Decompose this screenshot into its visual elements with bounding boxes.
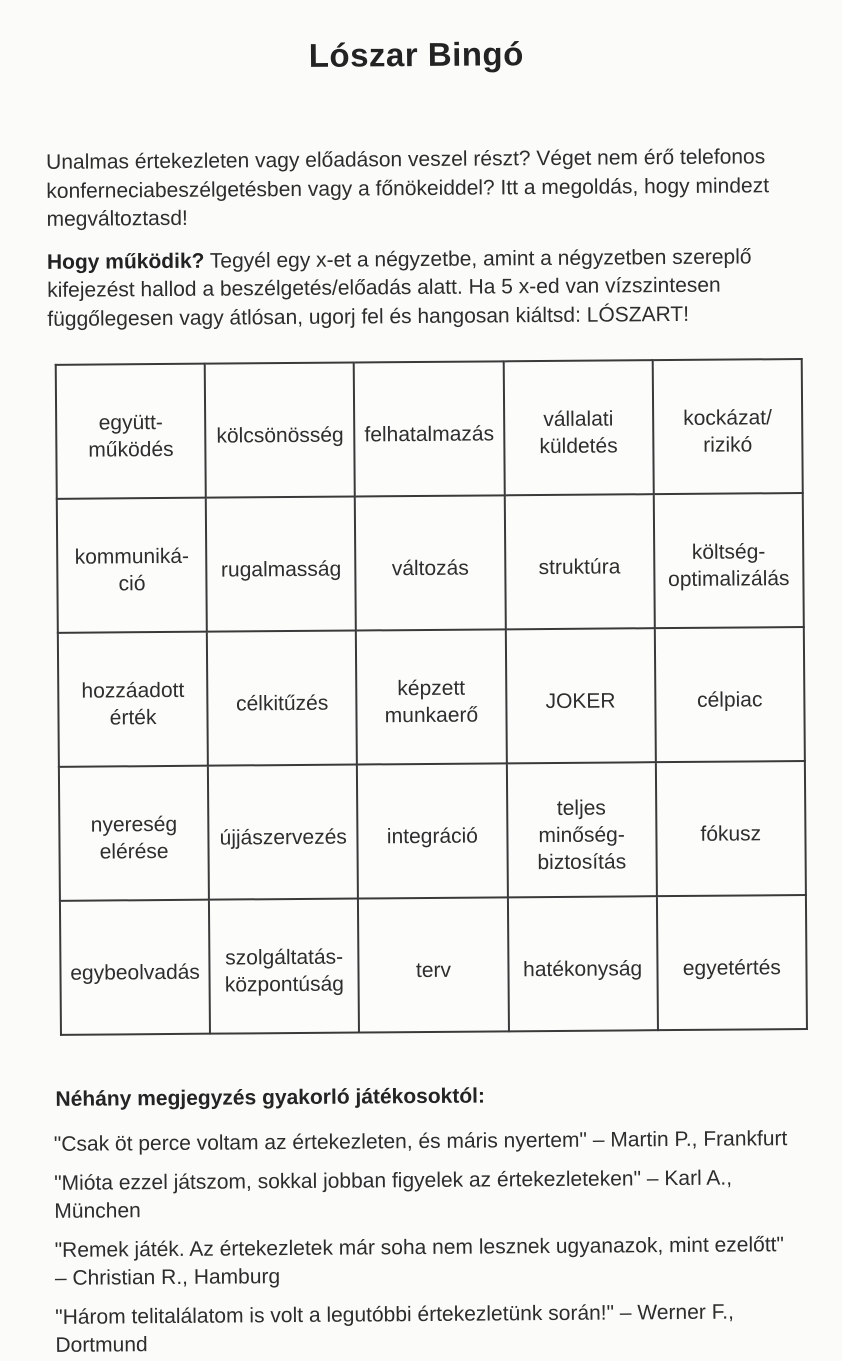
bingo-cell: nyereség elérése xyxy=(59,766,209,901)
bingo-cell: együtt- működés xyxy=(56,364,206,499)
testimonial-quote: "Remek játék. Az értekezletek már soha nem lesznek ugyanazok, mint ezelőtt" – Christian R., Hamburg xyxy=(54,1232,784,1290)
bingo-cell: vállalati küldetés xyxy=(503,360,653,495)
bingo-row-2 xyxy=(57,493,804,633)
bingo-grid xyxy=(55,358,808,1036)
bingo-cell: szolgáltatás- központúság xyxy=(209,899,359,1034)
bingo-cell: teljes minőség- biztosítás xyxy=(506,762,656,897)
bingo-row-4 xyxy=(59,761,806,901)
bingo-cell: kockázat/ rizikó xyxy=(652,359,802,494)
bingo-cell: célkitűzés xyxy=(207,631,357,766)
bingo-cell: rugalmasság xyxy=(206,497,356,632)
testimonial-quote: "Csak öt perce voltam az értekezleten, és máris nyertem" – Martin P., Frankfurt xyxy=(53,1127,788,1156)
bingo-cell: egybeolvadás xyxy=(60,900,210,1035)
bingo-cell: integráció xyxy=(357,763,507,898)
testimonials-heading: Néhány megjegyzés gyakorló játékosoktól: xyxy=(55,1084,486,1111)
how-it-works-label: Hogy működik? xyxy=(46,249,205,274)
intro-paragraph: Unalmas értekezleten vagy előadáson veszel részt? Véget nem érő telefonos konferneciabeszélgetésben vagy a főnökeiddel? Itt a megoldás, hogy mindezt megváltoztasd! xyxy=(46,145,770,231)
bingo-cell: kölcsönösség xyxy=(205,363,355,498)
how-it-works-text: Tegyél egy x-et a négyzetbe, amint a négyzetben szereplő kifejezést hallod a beszélgetés/előadás alatt. Ha 5 x-ed van vízszintesen függőlegesen vagy átlósan, ugorj fel és hangosan kiáltsd: LÓSZART! xyxy=(47,244,752,331)
how-it-works-paragraph xyxy=(47,243,790,334)
bingo-cell: célpiac xyxy=(655,627,805,762)
bingo-cell: terv xyxy=(358,897,508,1032)
bingo-cell: kommuniká- ció xyxy=(57,498,207,633)
bingo-cell: hozzáadott érték xyxy=(58,632,208,767)
bingo-cell: változás xyxy=(355,495,505,630)
bingo-cell: struktúra xyxy=(504,494,654,629)
bingo-row-1 xyxy=(56,359,803,499)
bingo-row-3 xyxy=(58,627,805,767)
bingo-cell: hatékonyság xyxy=(507,896,657,1031)
bingo-row-5 xyxy=(60,895,807,1035)
page-title: Lószar Bingó xyxy=(308,35,524,74)
bingo-cell: egyetértés xyxy=(657,895,807,1030)
bingo-cell: költség- optimalizálás xyxy=(654,493,804,628)
bingo-cell: újjászervezés xyxy=(208,765,358,900)
bingo-cell: képzett munkaerő xyxy=(356,629,506,764)
testimonial-quote: "Mióta ezzel játszom, sokkal jobban figyelek az értekezleteken" – Karl A., München xyxy=(54,1166,733,1223)
bingo-cell-joker: JOKER xyxy=(505,628,655,763)
bingo-cell: fókusz xyxy=(656,761,806,896)
bingo-cell: felhatalmazás xyxy=(354,361,504,496)
testimonial-quote: "Három telitalálatom is volt a legutóbbi értekezletünk során!" – Werner F., Dortmund xyxy=(55,1300,734,1357)
